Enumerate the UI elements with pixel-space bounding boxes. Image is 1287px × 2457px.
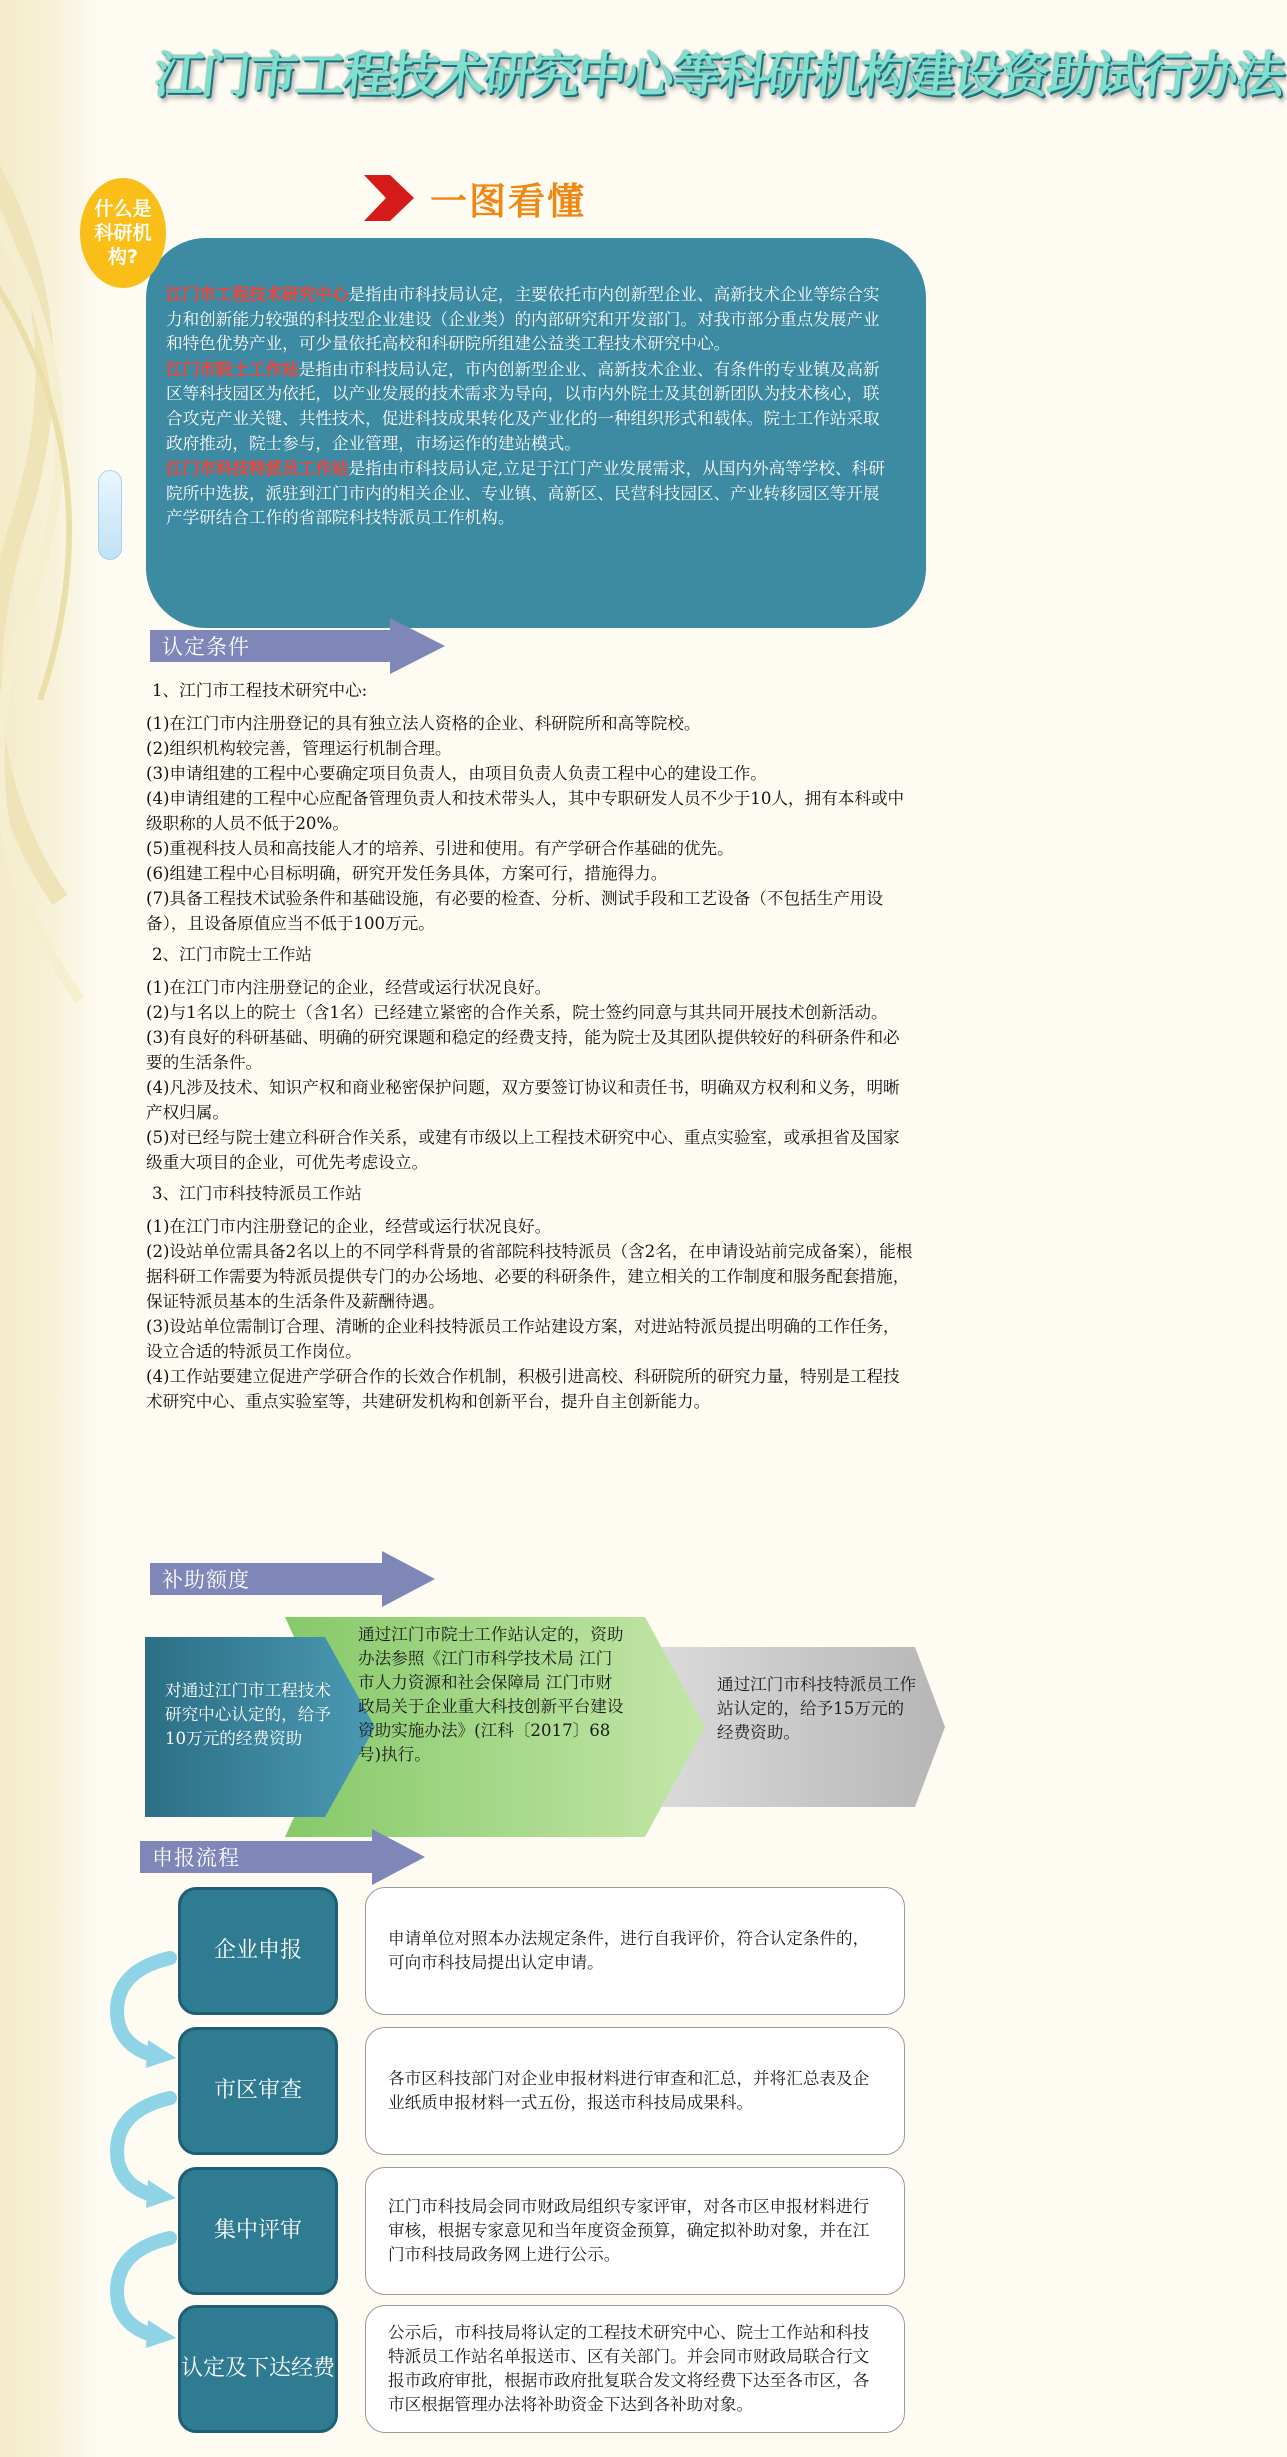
subsidy-item: 对通过江门市工程技术研究中心认定的，给予10万元的经费资助 — [165, 1681, 331, 1748]
condition-item: (5)对已经与院士建立科研合作关系，或建有市级以上工程技术研究中心、重点实验室，或承担省及国家级重大项目的企业，可优先考虑设立。 — [146, 1128, 900, 1172]
intro-panel — [146, 238, 926, 628]
intro-paragraph — [166, 456, 896, 531]
condition-item: (3)申请组建的工程中心要确定项目负责人，由项目负责人负责工程中心的建设工作。 — [146, 764, 767, 783]
process-desc-text: 各市区科技部门对企业申报材料进行审查和汇总，并将汇总表及企业纸质申报材料一式五份，报送市科技局成果科。 — [388, 2069, 870, 2112]
process-desc — [365, 2305, 905, 2433]
curved-arrow-icon — [110, 1952, 180, 2072]
decorative-pill — [98, 470, 122, 560]
condition-item: (1)在江门市内注册登记的企业，经营或运行状况良好。 — [146, 1217, 552, 1236]
subsidy-item: 通过江门市科技特派员工作站认定的，给予15万元的经费资助。 — [717, 1675, 917, 1742]
process-desc — [365, 1887, 905, 2015]
section-title: 认定条件 — [162, 635, 250, 659]
condition-heading: 2、江门市院士工作站 — [152, 945, 312, 964]
condition-item: (1)在江门市内注册登记的具有独立法人资格的企业、科研院所和高等院校。 — [146, 714, 701, 733]
intro-text: 是指由市科技局认定，主要依托市内创新型企业、高新技术企业等综合实力和创新能力较强的科技型企业建设（企业类）的内部研究和开发部门。对我市部分重点发展产业和特色优势产业，可少量依托高校和科研院所组建公益类工程技术研究中心。 — [166, 285, 880, 354]
page-subtitle: 一图看懂 — [430, 180, 586, 223]
section-title: 补助额度 — [162, 1568, 250, 1592]
intro-text: 是指由市科技局认定，市内创新型企业、高新技术企业、有条件的专业镇及高新区等科技园区为依托，以产业发展的技术需求为导向，以市内外院士及其创新团队为技术核心，联合攻克产业关键、共性技术，促进科技成果转化及产业化的一种组织形式和载体。院士工作站采取政府推动，院士参与，企业管理，市场运作的建站模式。 — [166, 359, 880, 453]
process-step: 集中评审 — [178, 2167, 338, 2295]
condition-item: (4)申请组建的工程中心应配备管理负责人和技术带头人，其中专职研发人员不少于10人，拥有本科或中级职称的人员不低于20%。 — [146, 789, 905, 833]
curved-arrow-icon — [110, 2232, 180, 2352]
process-step: 市区审查 — [178, 2027, 338, 2155]
condition-item: (4)凡涉及技术、知识产权和商业秘密保护问题，双方要签订协议和责任书，明确双方权利和义务，明晰产权归属。 — [146, 1078, 900, 1122]
condition-item: (2)设站单位需具备2名以上的不同学科背景的省部院科技特派员（含2名，在申请设站前完成备案），能根据科研工作需要为特派员提供专门的办公场地、必要的科研条件，建立相关的工作制度和服务配套措施，保证特派员基本的生活条件及薪酬待遇。 — [146, 1242, 913, 1311]
condition-item: (7)具备工程技术试验条件和基础设施，有必要的检查、分析、测试手段和工艺设备（不包括生产用设备），且设备原值应当不低于100万元。 — [146, 889, 884, 933]
process-desc-text: 江门市科技局会同市财政局组织专家评审，对各市区申报材料进行审核，根据专家意见和当年度资金预算，确定拟补助对象，并在江门市科技局政务网上进行公示。 — [388, 2197, 870, 2264]
intro-paragraph — [166, 282, 896, 357]
curved-arrow-icon — [110, 2092, 180, 2212]
process-step: 企业申报 — [178, 1887, 338, 2015]
condition-item: (3)有良好的科研基础、明确的研究课题和稳定的经费支持，能为院士及其团队提供较好的科研条件和必要的生活条件。 — [146, 1028, 900, 1072]
chevron-right-icon — [360, 173, 416, 223]
process-step: 认定及下达经费 — [178, 2305, 338, 2433]
intro-paragraph — [166, 357, 896, 456]
condition-item: (4)工作站要建立促进产学研合作的长效合作机制，积极引进高校、科研院所的研究力量，特别是工程技术研究中心、重点实验室等，共建研发机构和创新平台，提升自主创新能力。 — [146, 1367, 900, 1411]
subtitle-row — [360, 170, 586, 226]
decorative-side-strip — [0, 0, 100, 2457]
process-desc — [365, 2027, 905, 2155]
section-banner-subsidy — [150, 1551, 440, 1607]
section-title: 申报流程 — [152, 1846, 240, 1870]
intro-text: 是指由市科技局认定,立足于江门产业发展需求，从国内外高等学校、科研院所中选拔，派驻到江门市内的相关企业、专业镇、高新区、民营科技园区、产业转移园区等开展产学研结合工作的省部院科技特派员工作机构。 — [166, 459, 885, 528]
intro-term: 江门市工程技术研究中心 — [166, 284, 349, 304]
intro-term: 江门市院士工作站 — [166, 358, 299, 379]
process-desc-text: 申请单位对照本办法规定条件，进行自我评价，符合认定条件的，可向市科技局提出认定申请。 — [388, 1929, 870, 1972]
condition-item: (6)组建工程中心目标明确，研究开发任务具体，方案可行，措施得力。 — [146, 864, 668, 883]
conditions-list — [146, 678, 916, 1414]
section-banner-conditions — [150, 618, 450, 674]
page-title: 江门市工程技术研究中心等科研机构建设资助试行办法 — [152, 47, 1287, 104]
process-desc-text: 公示后，市科技局将认定的工程技术研究中心、院士工作站和科技特派员工作站名单报送市、区有关部门。并会同市财政局联合行文报市政府审批，根据市政府批复联合发文将经费下达至各市区，各市区根据管理办法将补助资金下达到各补助对象。 — [388, 2323, 870, 2414]
subsidy-panel — [145, 1617, 945, 1837]
what-is-badge: 什么是科研机构? — [80, 178, 166, 288]
section-banner-process — [140, 1829, 430, 1885]
condition-heading: 3、江门市科技特派员工作站 — [152, 1184, 362, 1203]
condition-item: (5)重视科技人员和高技能人才的培养、引进和使用。有产学研合作基础的优先。 — [146, 839, 734, 858]
process-desc — [365, 2167, 905, 2295]
condition-item: (1)在江门市内注册登记的企业，经营或运行状况良好。 — [146, 978, 552, 997]
intro-term: 江门市科技特派员工作站 — [166, 458, 349, 479]
condition-item: (2)与1名以上的院士（含1名）已经建立紧密的合作关系，院士签约同意与其共同开展技术创新活动。 — [146, 1003, 888, 1022]
subsidy-item: 通过江门市院士工作站认定的，资助办法参照《江门市科学技术局 江门市人力资源和社会保障局 江门市财政局关于企业重大科技创新平台建设资助实施办法》(江科〔2017〕68号)执行。 — [358, 1625, 624, 1764]
condition-item: (2)组织机构较完善，管理运行机制合理。 — [146, 739, 452, 758]
condition-heading: 1、江门市工程技术研究中心: — [152, 681, 368, 700]
condition-item: (3)设站单位需制订合理、清晰的企业科技特派员工作站建设方案，对进站特派员提出明确的工作任务，设立合适的特派员工作岗位。 — [146, 1317, 900, 1361]
